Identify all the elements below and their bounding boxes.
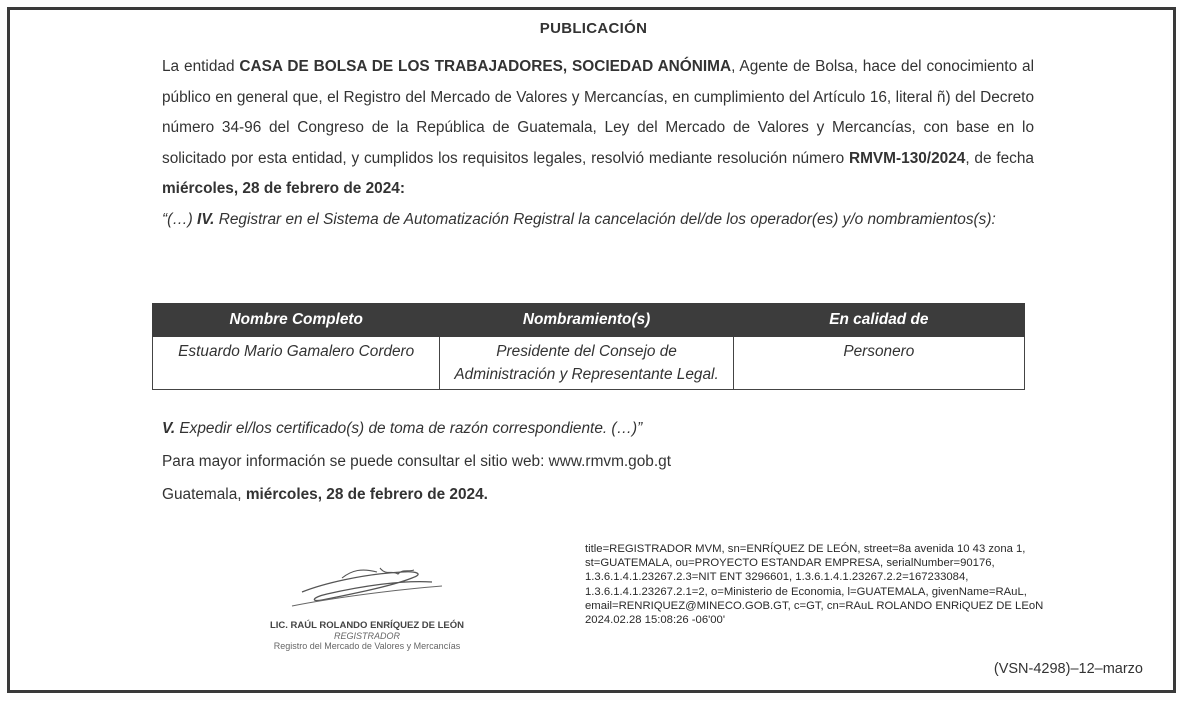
column-header-capacity: En calidad de	[733, 304, 1024, 337]
section-v	[162, 412, 1034, 445]
section-iv-text: Registrar en el Sistema de Automatización Registral la cancelación del/de los operador(es) y/o nombramientos(s):	[214, 210, 996, 228]
column-header-name: Nombre Completo	[153, 304, 440, 337]
cell-capacity: Personero	[733, 337, 1024, 390]
signer-institution: Registro del Mercado de Valores y Mercancías	[273, 641, 461, 651]
certificate-timestamp: 2024.02.28 15:08:26 -06'00'	[585, 614, 725, 627]
section-iv-label: IV.	[197, 210, 215, 228]
closing-section	[162, 412, 1034, 511]
signer-name: LIC. RAÚL ROLANDO ENRÍQUEZ DE LEÓN	[269, 620, 465, 631]
text-segment: La entidad	[162, 58, 240, 75]
resolution-date: miércoles, 28 de febrero de 2024:	[162, 180, 405, 197]
signature-block	[232, 560, 502, 651]
signer-role: REGISTRADOR	[333, 631, 400, 641]
table-row	[153, 337, 1025, 390]
text-segment: , de fecha	[965, 149, 1034, 167]
info-line: Para mayor información se puede consultar el sitio web: www.rmvm.gob.gt	[162, 453, 671, 470]
page-title: PUBLICACIÓN	[539, 20, 648, 37]
cell-appointment: Presidente del Consejo de Administración y Representante Legal.	[440, 337, 733, 390]
table-header-row	[153, 304, 1025, 337]
cell-name: Estuardo Mario Gamalero Cordero	[153, 337, 440, 390]
digital-certificate	[585, 542, 1055, 627]
closing-date: miércoles, 28 de febrero de 2024.	[245, 486, 488, 503]
place-date-line	[162, 478, 1034, 511]
section-v-label: V.	[162, 420, 176, 437]
publication-reference: (VSN-4298)–12–marzo	[993, 661, 1143, 677]
publication-body	[162, 52, 1034, 235]
city: Guatemala,	[162, 486, 246, 503]
appointments-table	[152, 303, 1025, 390]
section-v-text: Expedir el/los certificado(s) de toma de razón correspondiente. (…)”	[175, 420, 643, 437]
quote-open: “(…)	[162, 210, 198, 228]
handwritten-signature	[282, 560, 452, 616]
entity-name: CASA DE BOLSA DE LOS TRABAJADORES, SOCIEDAD ANÓNIMA	[239, 58, 732, 75]
main-paragraph	[162, 52, 1034, 235]
certificate-details: title=REGISTRADOR MVM, sn=ENRÍQUEZ DE LEÓN, street=8a avenida 10 43 zona 1, st=GUATEMALA, ou=PROYECTO ESTANDAR EMPRESA, serialNumber=90176, 1.3.6.1.4.1.23267.2.3=NIT ENT 3296601, 1.3.6.1.4.1.23267.2.2=167233084, 1.3.6.1.4.1.23267.2.1=2, o=Ministerio de Economia, l=GUATEMALA, givenName=RAuL, email=RENRIQUEZ@MINECO.GOB.GT, c=GT, cn=RAuL ROLANDO ENRiQUEZ DE LEoN	[585, 543, 1044, 612]
text-segment: , Agente de Bolsa, hace del conocimiento al público en general que, el Registro del Mercado de Valores y Mercancías, en cumplimiento del Artículo 16, literal ñ) del Decreto número 34-96 del Congreso de la República de Guatemala, Ley del Mercado de Valores y Mercancías, con base en lo solicitado por esta entidad, y cumplidos los requisitos legales, resolvió mediante resolución número	[162, 58, 1035, 167]
column-header-appointment: Nombramiento(s)	[440, 304, 733, 337]
resolution-number: RMVM-130/2024	[848, 149, 966, 167]
